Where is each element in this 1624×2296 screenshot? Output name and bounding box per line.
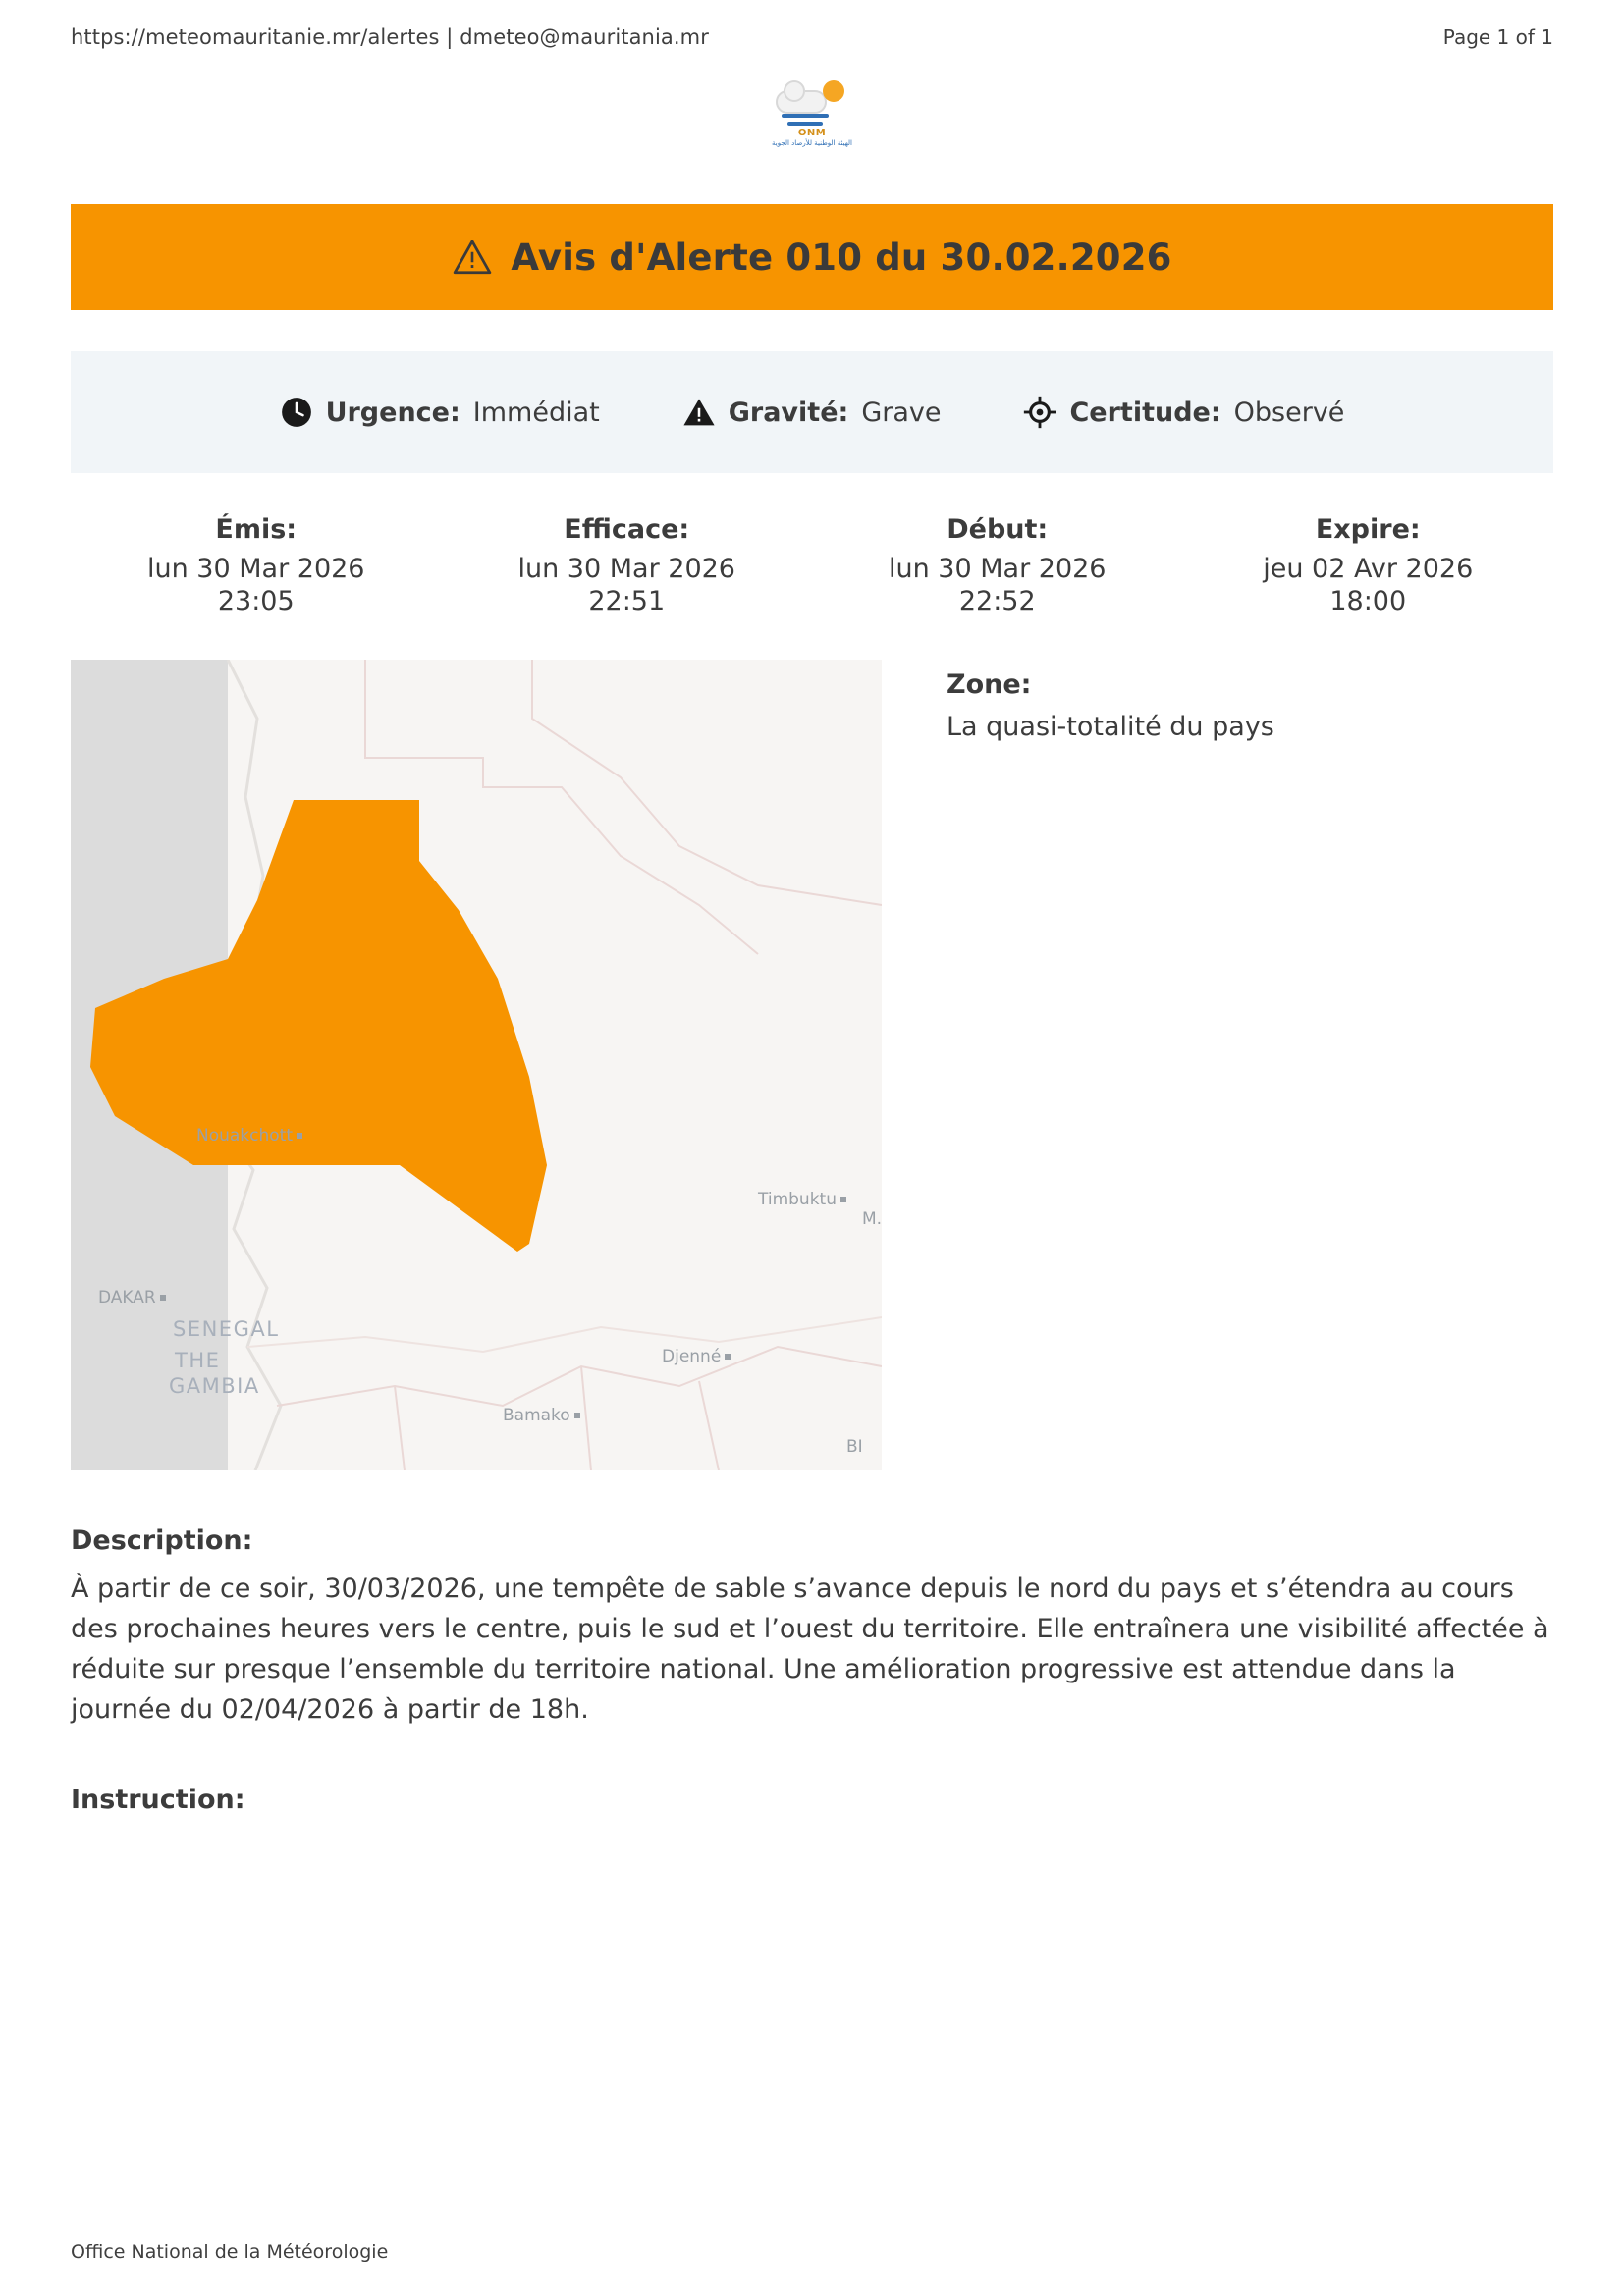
- pdf-footer: Office National de la Météorologie: [71, 2241, 389, 2263]
- map-place-bamako: Bamako: [503, 1406, 580, 1425]
- severity-label: Gravité:: [728, 397, 849, 428]
- urgency-value: Immédiat: [472, 397, 600, 428]
- pdf-header: [71, 0, 1553, 49]
- clock-icon: [280, 396, 313, 429]
- map-place-the: THE: [175, 1348, 221, 1372]
- date-label: Début:: [947, 514, 1049, 545]
- description-text: À partir de ce soir, 30/03/2026, une tempête de sable s’avance depuis le nord du pays et s’étendra au cours des prochaines heures vers le centre, puis le sud et l’ouest du territoire. Elle entraînera une visibilité affectée à réduite sur presque l’ensemble du territoire national. Une amélioration progressive est attendue dans la journée du 02/04/2026 à partir de 18h.: [71, 1573, 1549, 1725]
- cloud-shape-icon: [776, 90, 827, 114]
- date-value: jeu 02 Avr 2026: [1263, 553, 1474, 584]
- sun-shape-icon: [823, 80, 844, 102]
- map-place-djenne: Djenné: [662, 1347, 731, 1366]
- instruction-label: Instruction:: [71, 1784, 245, 1815]
- map-place-dakar: DAKAR: [98, 1288, 166, 1308]
- alert-title: Avis d'Alerte 010 du 30.02.2026: [511, 236, 1172, 279]
- instruction-section: [71, 1785, 1553, 1815]
- date-col-emis: [71, 514, 442, 618]
- certainty-value: Observé: [1233, 397, 1345, 428]
- map-place-m: M.: [862, 1208, 882, 1229]
- alert-meta-strip: [71, 351, 1553, 473]
- certainty-meta: [1023, 396, 1344, 429]
- logo-acronym: ONM: [797, 128, 827, 138]
- date-label: Expire:: [1315, 514, 1421, 545]
- onm-logo-icon: [770, 77, 854, 153]
- zone-value: La quasi-totalité du pays: [947, 711, 1274, 742]
- wave-line-1: [782, 114, 829, 118]
- urgency-meta: [280, 396, 600, 429]
- zone-label: Zone:: [947, 668, 1032, 700]
- severity-meta: [682, 396, 942, 429]
- date-label: Efficace:: [564, 514, 690, 545]
- date-value: lun 30 Mar 2026: [517, 553, 735, 584]
- crosshair-icon: [1023, 396, 1056, 429]
- organization-logo-wrap: [71, 77, 1553, 153]
- logo-arabic-text: الهيئة الوطنية للأرصاد الجوية: [772, 139, 852, 147]
- description-label: Description:: [71, 1524, 253, 1556]
- urgency-label: Urgence:: [325, 397, 460, 428]
- alert-title-banner: [71, 204, 1553, 310]
- map-place-bi: BI: [846, 1436, 863, 1457]
- alert-dates-row: [71, 514, 1553, 618]
- map-place-senegal: SENEGAL: [173, 1316, 280, 1341]
- map-place-gambia: GAMBIA: [169, 1373, 260, 1398]
- time-value: 22:52: [958, 585, 1036, 616]
- date-col-efficace: [442, 514, 813, 618]
- date-col-debut: [812, 514, 1183, 618]
- time-value: 22:51: [588, 585, 666, 616]
- certainty-label: Certitude:: [1069, 397, 1221, 428]
- time-value: 18:00: [1329, 585, 1407, 616]
- map-place-timbuktu: Timbuktu: [758, 1190, 846, 1209]
- map-place-nouakchott: Nouakchott: [196, 1126, 302, 1146]
- date-value: lun 30 Mar 2026: [889, 553, 1107, 584]
- date-value: lun 30 Mar 2026: [147, 553, 365, 584]
- date-label: Émis:: [215, 514, 298, 545]
- warning-triangle-filled-icon: [682, 396, 716, 429]
- map-and-zone-row: [71, 660, 1553, 1470]
- description-section: [71, 1525, 1553, 1730]
- page-indicator: Page 1 of 1: [1442, 26, 1553, 49]
- date-col-expire: [1183, 514, 1554, 618]
- wave-line-2: [787, 122, 823, 126]
- header-source-line: https://meteomauritanie.mr/alertes | dmeteo@mauritania.mr: [71, 26, 709, 49]
- time-value: 23:05: [217, 585, 295, 616]
- alert-area-map: [71, 660, 882, 1470]
- zone-block: [947, 660, 1274, 1470]
- warning-triangle-icon: [452, 237, 493, 278]
- severity-value: Grave: [861, 397, 942, 428]
